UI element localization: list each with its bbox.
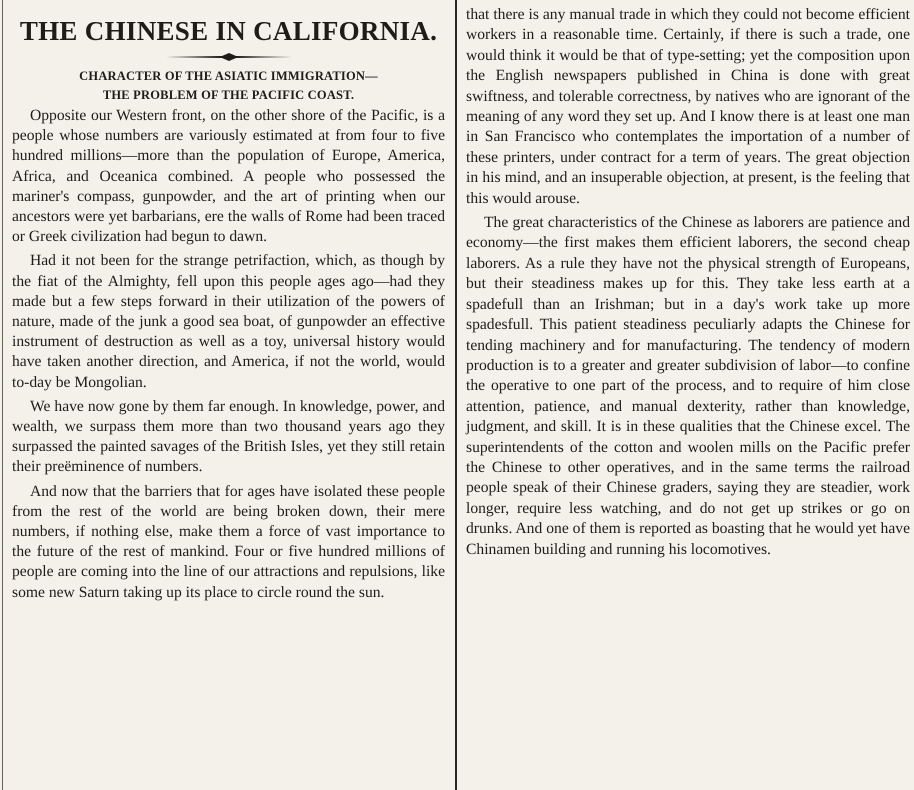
body-paragraph: Had it not been for the strange petrifaction, which, as though by the fiat of the Almighty, fell upon this people ages ago—had they made but a few steps forward in their utilization of the powers of nature, made of the junk a good sea boat, of gunpowder an effective instrument of destruction as well as a toy, universal history would have taken another direction, and America, if not the world, would to-day be Mongolian. bbox=[12, 252, 445, 391]
subheading-line-2: THE PROBLEM OF THE PACIFIC COAST. bbox=[102, 88, 355, 102]
column-divider-rule bbox=[455, 0, 457, 790]
headline: THE CHINESE IN CALIFORNIA. bbox=[19, 16, 438, 46]
body-paragraph: Opposite our Western front, on the other shore of the Pacific, is a people whose numbers are variously estimated at from four to five hundred millions—more than the population of Europe, America, Africa, and Oceanica combined. A people who possessed the mariner's compass, gunpowder, and the art of printing when our ancestors were yet barbarians, ere the walls of Rome had been traced or Greek civilization had begun to dawn. bbox=[12, 107, 445, 246]
body-paragraph: We have now gone by them far enough. In knowledge, power, and wealth, we surpass them more than two thousand years ago they surpassed the painted savages of the British Isles, yet they still retain their preëminence of numbers. bbox=[12, 397, 445, 476]
body-paragraph: The great characteristics of the Chinese as laborers are patience and economy—the first makes them efficient laborers, the second cheap laborers. As a rule they have not the physical strength of Europeans, but their steadiness makes up for this. They take less earth at a spadefull than an Irishman; but in a day's work take up more spadesfull. This patient steadiness peculiarly adapts the Chinese for tending machinery and for manufacturing. The tendency of modern production is to a greater and greater subdivision of labor—to confine the operative to one part of the process, and to require of him close attention, patience, and manual dexterity, rather than knowledge, judgment, and skill. It is in these qualities that the Chinese excel. The superintendents of the cotton and woolen mills on the Pacific prefer the Chinese to other operatives, and in the same terms the railroad people speak of their Chinese graders, saying they are steadier, work longer, require less watching, and do not get up strikes or go on drunks. And one of them is reported as boasting that he would yet have Chinamen building and running his locomotives. bbox=[466, 214, 910, 558]
left-column bbox=[0, 0, 455, 790]
right-column bbox=[458, 0, 914, 790]
body-paragraph-continued: that there is any manual trade in which they could not become efficient workers in a reasonable time. Certainly, if there is such a trade, one would think it would be that of type-setting; yet the composition upon the English newspapers published in China is done with great swiftness, and tolerable correctness, by natives who are ignorant of the meaning of any word they set up. And I know there is at least one man in San Francisco who contemplates the importation of a number of these printers, under contract for a term of years. The great objection in his mind, and an insuperable objection, at present, is the feeling that this would arouse. bbox=[466, 6, 910, 207]
headline-ornament-rule bbox=[164, 52, 294, 62]
body-paragraph: And now that the barriers that for ages have isolated these people from the rest of the world are being broken down, their mere numbers, if nothing else, make them a force of vast importance to the future of the rest of mankind. Four or five hundred millions of people are coming into the line of our attractions and repulsions, like some new Saturn taking up its place to circle round the sun. bbox=[12, 482, 445, 601]
subheading-line-1: CHARACTER OF THE ASIATIC IMMIGRATION— bbox=[79, 69, 378, 83]
